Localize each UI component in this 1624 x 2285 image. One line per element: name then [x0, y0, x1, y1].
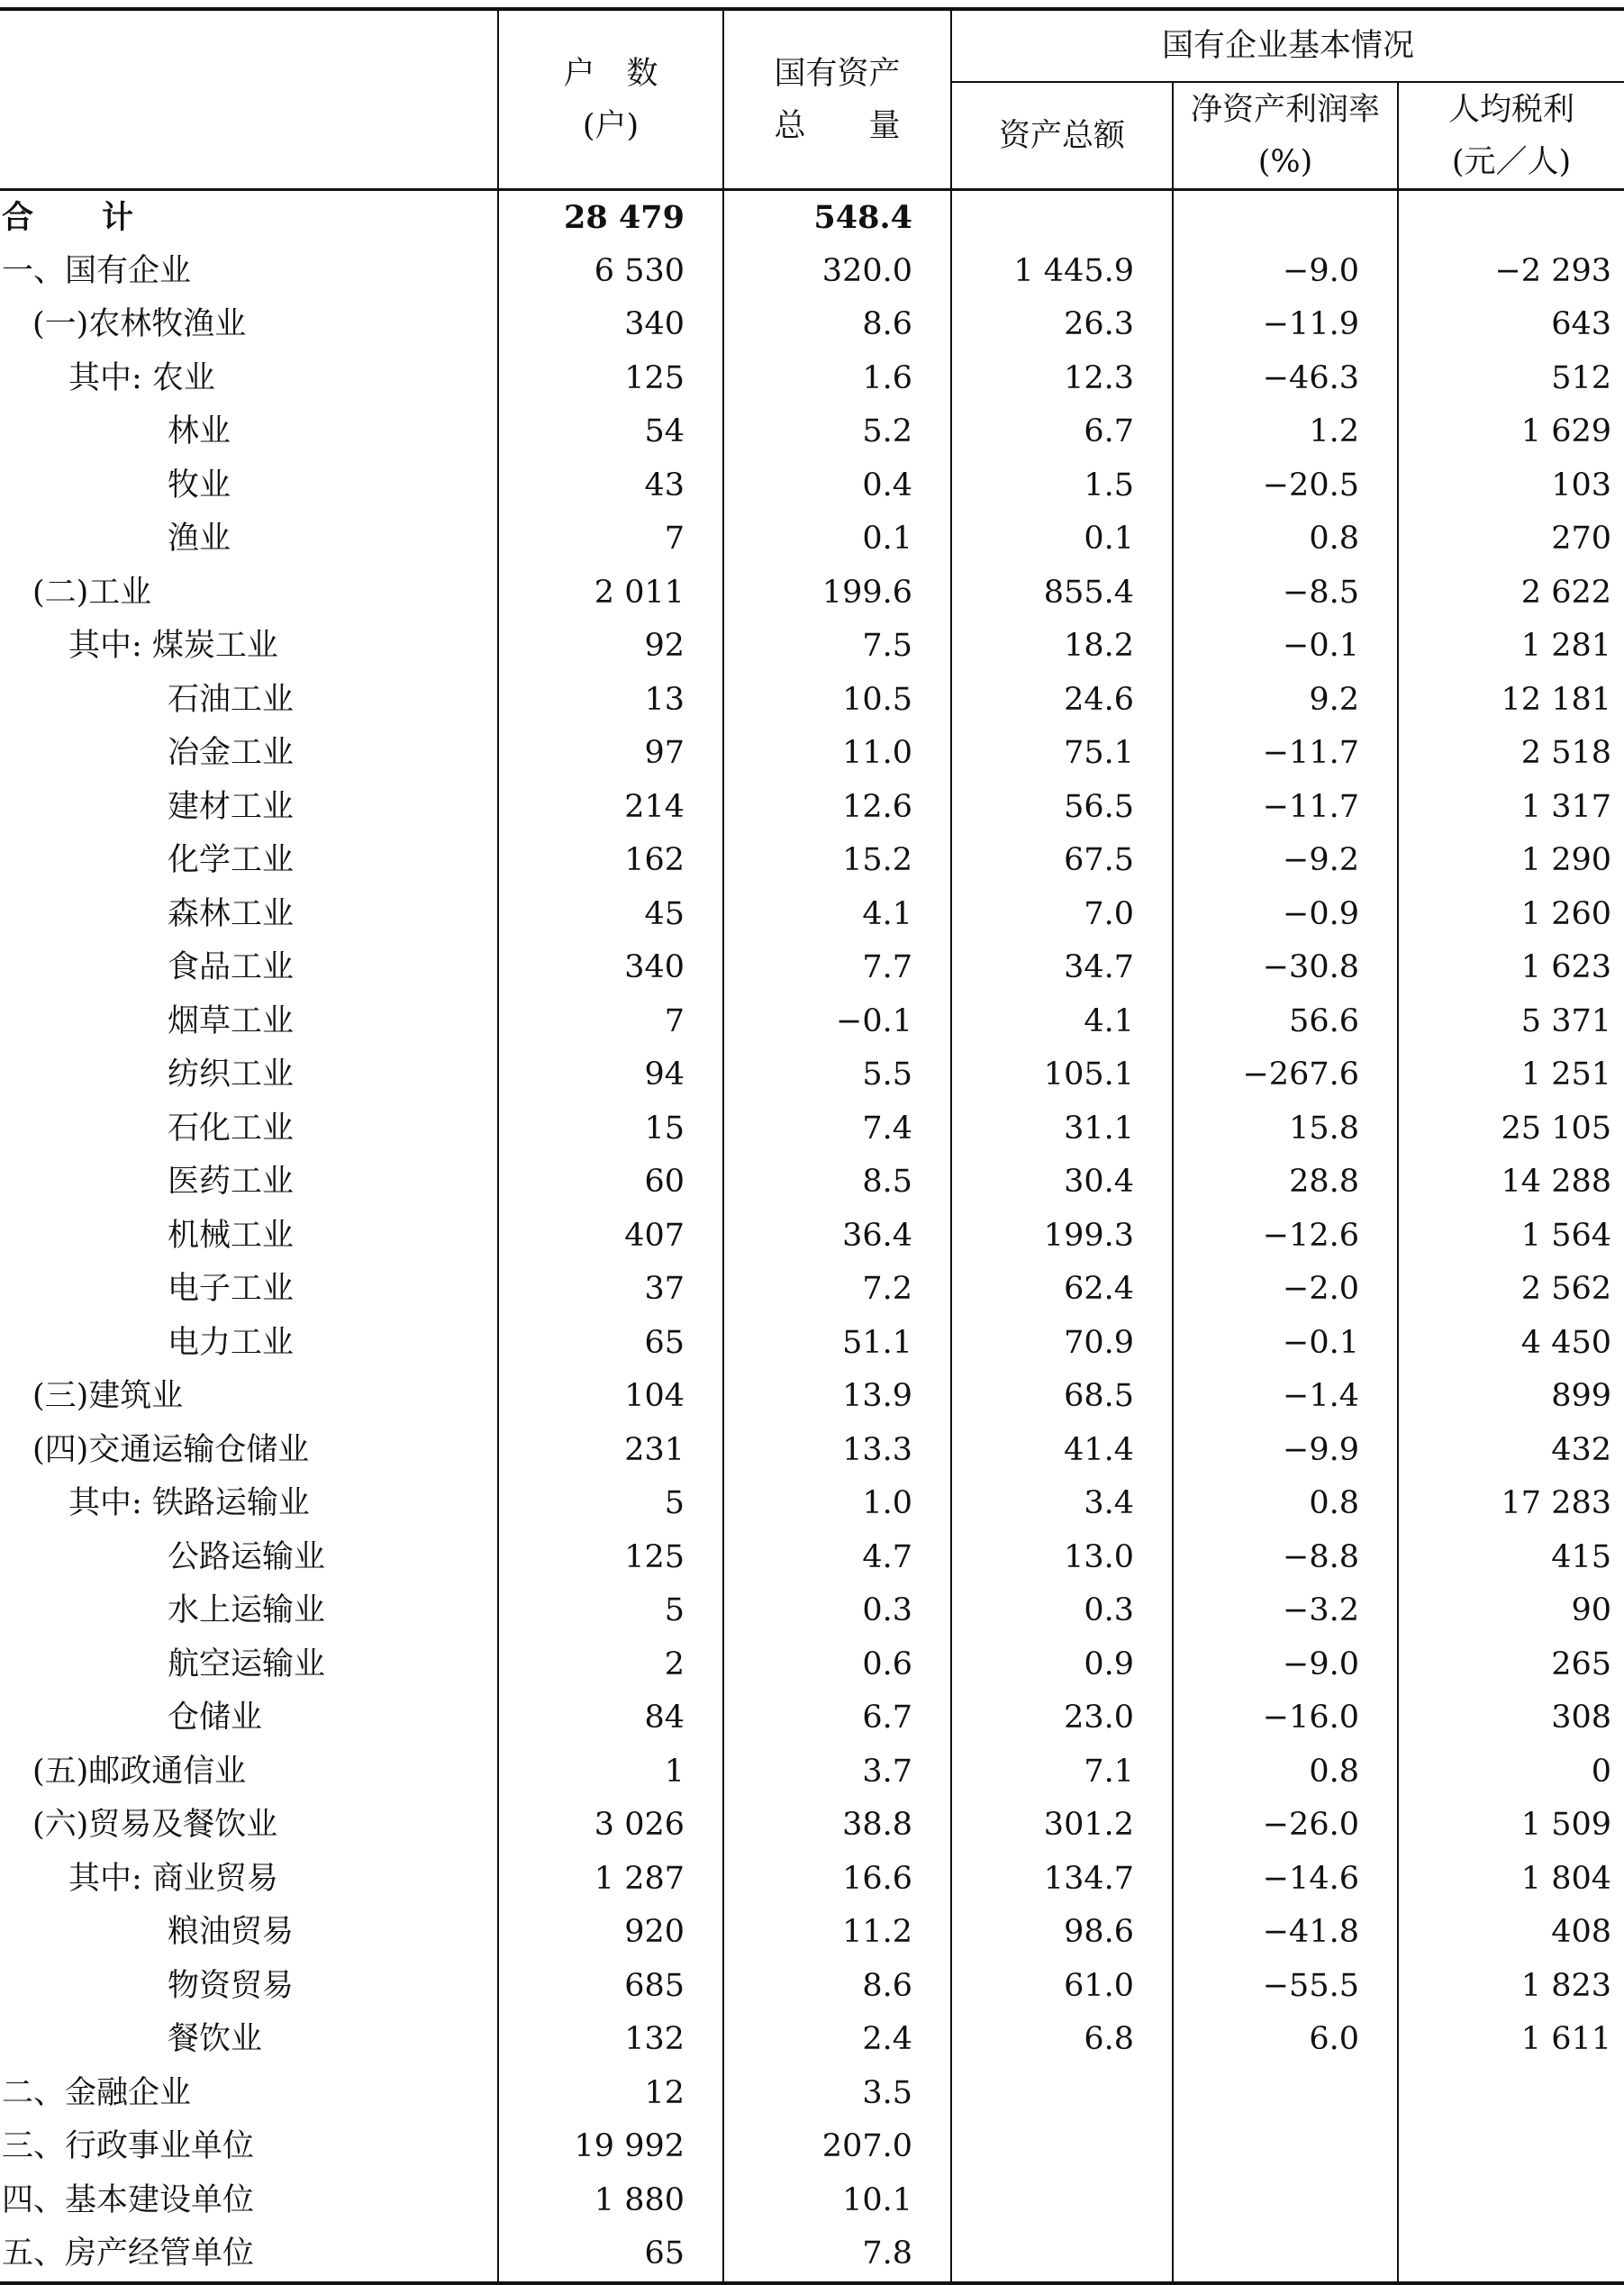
households-cell: 92: [498, 620, 723, 674]
roe-cell: −55.5: [1173, 1960, 1398, 2014]
state-assets-cell: 10.1: [723, 2174, 951, 2228]
state-assets-cell: 38.8: [723, 1799, 951, 1853]
total-assets-cell: 0.3: [951, 1584, 1173, 1638]
total-assets-cell: 0.1: [951, 512, 1173, 567]
total-assets-cell: 13.0: [951, 1531, 1173, 1585]
header-group: 国有企业基本情况: [951, 9, 1624, 82]
state-assets-cell: 13.3: [723, 1424, 951, 1478]
table-row: [0, 781, 1624, 835]
total-assets-cell: 199.3: [951, 1210, 1173, 1264]
roe-cell: 0.8: [1173, 1745, 1398, 1800]
table-row: [0, 1370, 1624, 1424]
table-row: [0, 298, 1624, 352]
total-assets-cell: 34.7: [951, 941, 1173, 995]
roe-cell: 1.2: [1173, 405, 1398, 459]
tax-per-capita-cell: 270: [1398, 512, 1624, 567]
row-label: (四)交通运输仓储业: [32, 1431, 310, 1468]
state-assets-cell: 548.4: [723, 190, 951, 245]
row-label: 食品工业: [168, 949, 295, 985]
roe-cell: −0.1: [1173, 620, 1398, 674]
table-row: [0, 1531, 1624, 1585]
table-row: [0, 1906, 1624, 1960]
table-row: [0, 2067, 1624, 2121]
state-assets-cell: 3.5: [723, 2067, 951, 2121]
table-row: [0, 1584, 1624, 1638]
roe-cell: −46.3: [1173, 352, 1398, 406]
row-label: 其中: 农业: [68, 359, 215, 396]
state-assets-cell: 2.4: [723, 2013, 951, 2067]
households-cell: 920: [498, 1906, 723, 1960]
state-assets-cell: 7.4: [723, 1102, 951, 1156]
total-assets-cell: 105.1: [951, 1048, 1173, 1102]
roe-cell: −9.2: [1173, 834, 1398, 888]
roe-cell: 0.8: [1173, 512, 1398, 567]
tax-per-capita-cell: 2 622: [1398, 567, 1624, 621]
state-assets-cell: 8.6: [723, 298, 951, 352]
households-cell: 94: [498, 1048, 723, 1102]
tax-per-capita-cell: 0: [1398, 1745, 1624, 1800]
row-label: 餐饮业: [168, 2021, 263, 2057]
total-assets-cell: 6.7: [951, 405, 1173, 459]
total-assets-cell: 75.1: [951, 727, 1173, 781]
tax-per-capita-cell: 1 823: [1398, 1960, 1624, 2014]
table-row: [0, 567, 1624, 621]
state-assets-cell: 1.6: [723, 352, 951, 406]
households-cell: 125: [498, 1531, 723, 1585]
roe-cell: −9.0: [1173, 1638, 1398, 1692]
households-cell: 407: [498, 1210, 723, 1264]
table-row: [0, 2227, 1624, 2283]
state-assets-cell: 51.1: [723, 1317, 951, 1371]
table-row: [0, 888, 1624, 942]
tax-per-capita-cell: 1 281: [1398, 620, 1624, 674]
households-cell: 132: [498, 2013, 723, 2067]
table-row: [0, 190, 1624, 245]
row-label: (五)邮政通信业: [32, 1753, 247, 1790]
households-cell: 43: [498, 459, 723, 513]
roe-cell: −16.0: [1173, 1691, 1398, 1745]
header-roe: [1173, 82, 1398, 190]
roe-cell: −0.9: [1173, 888, 1398, 942]
state-assets-cell: 199.6: [723, 567, 951, 621]
table-row: [0, 1102, 1624, 1156]
roe-cell: [1173, 2227, 1398, 2283]
row-label: (二)工业: [32, 574, 152, 611]
households-cell: 97: [498, 727, 723, 781]
tax-per-capita-cell: 432: [1398, 1424, 1624, 1478]
header-tax-line2: (元／人): [1451, 143, 1572, 180]
row-label: 水上运输业: [168, 1592, 326, 1628]
row-label: 其中: 铁路运输业: [68, 1485, 310, 1521]
table-row: [0, 1424, 1624, 1478]
state-assets-cell: 10.5: [723, 674, 951, 728]
total-assets-cell: 7.0: [951, 888, 1173, 942]
households-cell: 214: [498, 781, 723, 835]
row-label: 其中: 煤炭工业: [68, 628, 278, 664]
table-row: [0, 1317, 1624, 1371]
roe-cell: −1.4: [1173, 1370, 1398, 1424]
total-assets-cell: 301.2: [951, 1799, 1173, 1853]
tax-per-capita-cell: 5 371: [1398, 995, 1624, 1049]
state-assets-cell: 4.1: [723, 888, 951, 942]
row-label: 烟草工业: [168, 1002, 295, 1039]
header-tax-line1: 人均税利: [1447, 91, 1574, 128]
row-label: 电子工业: [168, 1271, 295, 1307]
tax-per-capita-cell: 308: [1398, 1691, 1624, 1745]
households-cell: 2: [498, 1638, 723, 1692]
tax-per-capita-cell: −2 293: [1398, 245, 1624, 299]
row-label: 化学工业: [168, 842, 295, 878]
households-cell: 45: [498, 888, 723, 942]
roe-cell: [1173, 190, 1398, 245]
state-assets-cell: 12.6: [723, 781, 951, 835]
roe-cell: −20.5: [1173, 459, 1398, 513]
roe-cell: 28.8: [1173, 1156, 1398, 1210]
row-label: 一、国有企业: [2, 252, 192, 289]
table-row: [0, 352, 1624, 406]
households-cell: 162: [498, 834, 723, 888]
tax-per-capita-cell: 1 509: [1398, 1799, 1624, 1853]
header-tax: [1398, 82, 1624, 190]
households-cell: 37: [498, 1263, 723, 1317]
row-label: 合 计: [2, 199, 136, 236]
roe-cell: 56.6: [1173, 995, 1398, 1049]
total-assets-cell: 0.9: [951, 1638, 1173, 1692]
state-assets-cell: 16.6: [723, 1853, 951, 1907]
roe-cell: [1173, 2067, 1398, 2121]
roe-cell: [1173, 2174, 1398, 2228]
row-label: 医药工业: [168, 1164, 295, 1200]
households-cell: 54: [498, 405, 723, 459]
households-cell: 7: [498, 995, 723, 1049]
row-label: 石化工业: [168, 1110, 295, 1147]
row-label: 电力工业: [168, 1324, 295, 1361]
row-label: 五、房产经管单位: [0, 2227, 498, 2283]
total-assets-cell: 67.5: [951, 834, 1173, 888]
table-row: [0, 1745, 1624, 1800]
table-row: [0, 1048, 1624, 1102]
table-row: [0, 1853, 1624, 1907]
state-assets-cell: 7.7: [723, 941, 951, 995]
table-row: [0, 995, 1624, 1049]
total-assets-cell: 855.4: [951, 567, 1173, 621]
total-assets-cell: 61.0: [951, 1960, 1173, 2014]
row-label: 公路运输业: [168, 1538, 326, 1575]
state-assets-cell: 15.2: [723, 834, 951, 888]
row-label: 三、行政事业单位: [2, 2128, 255, 2164]
state-assets-cell: 7.2: [723, 1263, 951, 1317]
tax-per-capita-cell: [1398, 2227, 1624, 2283]
state-assets-cell: 13.9: [723, 1370, 951, 1424]
state-assets-cell: 1.0: [723, 1477, 951, 1531]
table-row: [0, 245, 1624, 299]
roe-cell: −11.7: [1173, 727, 1398, 781]
table-row: [0, 1210, 1624, 1264]
table-body: [0, 190, 1624, 2283]
tax-per-capita-cell: 1 317: [1398, 781, 1624, 835]
total-assets-cell: 62.4: [951, 1263, 1173, 1317]
table-header: [0, 9, 1624, 190]
row-label: 物资贸易: [168, 1967, 295, 2004]
households-cell: 65: [498, 1317, 723, 1371]
tax-per-capita-cell: 265: [1398, 1638, 1624, 1692]
header-roe-line2: (%): [1257, 143, 1313, 180]
households-cell: 5: [498, 1584, 723, 1638]
total-assets-cell: 1 445.9: [951, 245, 1173, 299]
state-assets-cell: 0.3: [723, 1584, 951, 1638]
total-assets-cell: [951, 2174, 1173, 2228]
roe-cell: −14.6: [1173, 1853, 1398, 1907]
row-label: 二、金融企业: [2, 2074, 192, 2111]
header-households-unit: (户): [582, 107, 640, 144]
total-assets-cell: 70.9: [951, 1317, 1173, 1371]
roe-cell: −8.5: [1173, 567, 1398, 621]
table-row: [0, 1263, 1624, 1317]
table-row: [0, 1156, 1624, 1210]
total-assets-cell: [951, 190, 1173, 245]
state-assets-cell: 6.7: [723, 1691, 951, 1745]
state-assets-cell: 8.6: [723, 1960, 951, 2014]
roe-cell: 15.8: [1173, 1102, 1398, 1156]
state-assets-table: [0, 7, 1624, 2285]
households-cell: 340: [498, 941, 723, 995]
households-cell: 60: [498, 1156, 723, 1210]
state-assets-cell: 4.7: [723, 1531, 951, 1585]
households-cell: 104: [498, 1370, 723, 1424]
row-label: 粮油贸易: [168, 1914, 295, 1950]
table-row: [0, 1691, 1624, 1745]
roe-cell: [1173, 2120, 1398, 2174]
tax-per-capita-cell: 1 260: [1398, 888, 1624, 942]
row-label: 建材工业: [168, 788, 295, 825]
tax-per-capita-cell: 2 518: [1398, 727, 1624, 781]
header-state-assets-line1: 国有资产: [774, 55, 901, 92]
table-row: [0, 2174, 1624, 2228]
households-cell: 19 992: [498, 2120, 723, 2174]
state-assets-cell: −0.1: [723, 995, 951, 1049]
row-label: 林业: [168, 413, 231, 449]
total-assets-cell: 24.6: [951, 674, 1173, 728]
table-row: [0, 620, 1624, 674]
header-roe-line1: 净资产利润率: [1190, 91, 1380, 128]
table-row: [0, 834, 1624, 888]
total-assets-cell: 3.4: [951, 1477, 1173, 1531]
households-cell: 1: [498, 1745, 723, 1800]
state-assets-cell: 7.8: [723, 2227, 951, 2283]
total-assets-cell: [951, 2067, 1173, 2121]
roe-cell: 0.8: [1173, 1477, 1398, 1531]
tax-per-capita-cell: 899: [1398, 1370, 1624, 1424]
roe-cell: −8.8: [1173, 1531, 1398, 1585]
households-cell: 1 880: [498, 2174, 723, 2228]
tax-per-capita-cell: 1 564: [1398, 1210, 1624, 1264]
total-assets-cell: 4.1: [951, 995, 1173, 1049]
tax-per-capita-cell: 1 623: [1398, 941, 1624, 995]
roe-cell: −11.7: [1173, 781, 1398, 835]
tax-per-capita-cell: 12 181: [1398, 674, 1624, 728]
row-label: 渔业: [168, 521, 231, 557]
header-state-assets: [723, 9, 951, 190]
row-label: 其中: 商业贸易: [68, 1860, 278, 1897]
households-cell: 125: [498, 352, 723, 406]
tax-per-capita-cell: [1398, 2067, 1624, 2121]
total-assets-cell: [951, 2227, 1173, 2283]
table-row: [0, 459, 1624, 513]
households-cell: 28 479: [498, 190, 723, 245]
row-label: 冶金工业: [168, 735, 295, 771]
tax-per-capita-cell: 2 562: [1398, 1263, 1624, 1317]
tax-per-capita-cell: 643: [1398, 298, 1624, 352]
roe-cell: 6.0: [1173, 2013, 1398, 2067]
tax-per-capita-cell: 4 450: [1398, 1317, 1624, 1371]
table-row: [0, 512, 1624, 567]
tax-per-capita-cell: [1398, 190, 1624, 245]
header-households-label: 户 数: [563, 55, 658, 92]
households-cell: 84: [498, 1691, 723, 1745]
households-cell: 12: [498, 2067, 723, 2121]
table-row: [0, 1960, 1624, 2014]
state-assets-cell: 0.1: [723, 512, 951, 567]
header-total-assets: 资产总额: [951, 82, 1173, 190]
row-label: 仓储业: [168, 1700, 263, 1736]
total-assets-cell: 98.6: [951, 1906, 1173, 1960]
roe-cell: −41.8: [1173, 1906, 1398, 1960]
state-assets-cell: 320.0: [723, 245, 951, 299]
tax-per-capita-cell: 1 290: [1398, 834, 1624, 888]
state-assets-cell: 0.6: [723, 1638, 951, 1692]
row-label: (三)建筑业: [32, 1378, 184, 1414]
table-row: [0, 727, 1624, 781]
roe-cell: −9.9: [1173, 1424, 1398, 1478]
roe-cell: −267.6: [1173, 1048, 1398, 1102]
state-assets-cell: 11.0: [723, 727, 951, 781]
tax-per-capita-cell: 1 251: [1398, 1048, 1624, 1102]
total-assets-cell: 26.3: [951, 298, 1173, 352]
state-assets-cell: 7.5: [723, 620, 951, 674]
roe-cell: −11.9: [1173, 298, 1398, 352]
table-row: [0, 2013, 1624, 2067]
households-cell: 15: [498, 1102, 723, 1156]
state-assets-cell: 3.7: [723, 1745, 951, 1800]
households-cell: 1 287: [498, 1853, 723, 1907]
row-label: 纺织工业: [168, 1056, 295, 1093]
roe-cell: −9.0: [1173, 245, 1398, 299]
table-row: [0, 941, 1624, 995]
households-cell: 13: [498, 674, 723, 728]
tax-per-capita-cell: [1398, 2174, 1624, 2228]
households-cell: 6 530: [498, 245, 723, 299]
table-row: [0, 2120, 1624, 2174]
roe-cell: 9.2: [1173, 674, 1398, 728]
row-label: 牧业: [168, 467, 231, 503]
tax-per-capita-cell: 415: [1398, 1531, 1624, 1585]
tax-per-capita-cell: 17 283: [1398, 1477, 1624, 1531]
tax-per-capita-cell: 103: [1398, 459, 1624, 513]
row-label: (一)农林牧渔业: [32, 306, 247, 342]
total-assets-cell: [951, 2120, 1173, 2174]
total-assets-cell: 134.7: [951, 1853, 1173, 1907]
total-assets-cell: 30.4: [951, 1156, 1173, 1210]
households-cell: 7: [498, 512, 723, 567]
tax-per-capita-cell: [1398, 2120, 1624, 2174]
roe-cell: −30.8: [1173, 941, 1398, 995]
header-blank: [0, 9, 498, 190]
households-cell: 65: [498, 2227, 723, 2283]
header-households: [498, 9, 723, 190]
state-assets-cell: 11.2: [723, 1906, 951, 1960]
state-assets-cell: 36.4: [723, 1210, 951, 1264]
table-row: [0, 1638, 1624, 1692]
table-row: [0, 1799, 1624, 1853]
total-assets-cell: 6.8: [951, 2013, 1173, 2067]
tax-per-capita-cell: 25 105: [1398, 1102, 1624, 1156]
households-cell: 5: [498, 1477, 723, 1531]
tax-per-capita-cell: 14 288: [1398, 1156, 1624, 1210]
row-label: (六)贸易及餐饮业: [32, 1807, 278, 1843]
tax-per-capita-cell: 90: [1398, 1584, 1624, 1638]
households-cell: 685: [498, 1960, 723, 2014]
tax-per-capita-cell: 512: [1398, 352, 1624, 406]
total-assets-cell: 23.0: [951, 1691, 1173, 1745]
total-assets-cell: 18.2: [951, 620, 1173, 674]
table-row: [0, 1477, 1624, 1531]
state-assets-cell: 0.4: [723, 459, 951, 513]
table-row: [0, 405, 1624, 459]
state-assets-cell: 8.5: [723, 1156, 951, 1210]
tax-per-capita-cell: 1 611: [1398, 2013, 1624, 2067]
roe-cell: −2.0: [1173, 1263, 1398, 1317]
row-label: 机械工业: [168, 1217, 295, 1254]
total-assets-cell: 56.5: [951, 781, 1173, 835]
row-label: 航空运输业: [168, 1646, 326, 1682]
row-label: 石油工业: [168, 681, 295, 718]
state-assets-cell: 207.0: [723, 2120, 951, 2174]
row-label: 四、基本建设单位: [2, 2181, 255, 2218]
households-cell: 2 011: [498, 567, 723, 621]
state-assets-cell: 5.2: [723, 405, 951, 459]
tax-per-capita-cell: 408: [1398, 1906, 1624, 1960]
total-assets-cell: 1.5: [951, 459, 1173, 513]
table-row: [0, 674, 1624, 728]
roe-cell: −12.6: [1173, 1210, 1398, 1264]
total-assets-cell: 41.4: [951, 1424, 1173, 1478]
households-cell: 340: [498, 298, 723, 352]
tax-per-capita-cell: 1 804: [1398, 1853, 1624, 1907]
total-assets-cell: 68.5: [951, 1370, 1173, 1424]
header-state-assets-line2: 总 量: [774, 107, 901, 144]
roe-cell: −3.2: [1173, 1584, 1398, 1638]
roe-cell: −0.1: [1173, 1317, 1398, 1371]
total-assets-cell: 7.1: [951, 1745, 1173, 1800]
total-assets-cell: 31.1: [951, 1102, 1173, 1156]
row-label: 森林工业: [168, 895, 295, 932]
households-cell: 231: [498, 1424, 723, 1478]
roe-cell: −26.0: [1173, 1799, 1398, 1853]
total-assets-cell: 12.3: [951, 352, 1173, 406]
state-assets-cell: 5.5: [723, 1048, 951, 1102]
households-cell: 3 026: [498, 1799, 723, 1853]
tax-per-capita-cell: 1 629: [1398, 405, 1624, 459]
